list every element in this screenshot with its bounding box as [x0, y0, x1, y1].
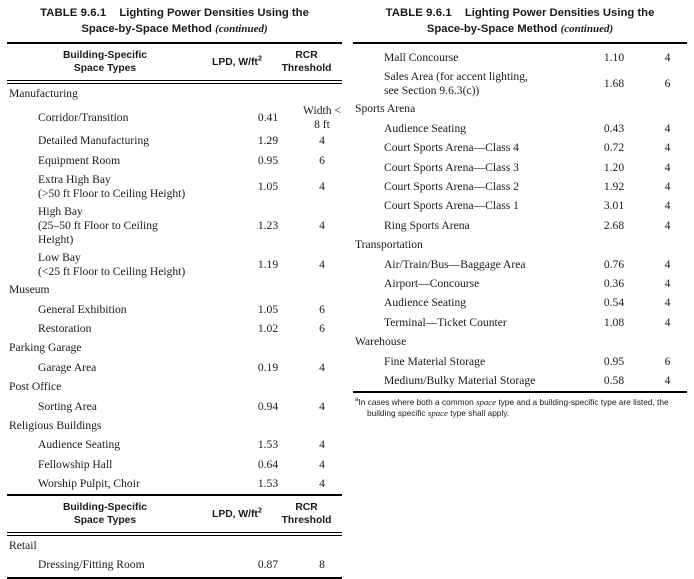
cell-space-type — [353, 355, 580, 369]
space-type-label: Audience Seating — [384, 121, 467, 135]
table-row — [7, 171, 342, 203]
table-row — [353, 352, 687, 371]
cell-space-type — [7, 283, 205, 297]
table-row — [7, 474, 342, 493]
cell-lpd-value: 1.53 — [257, 477, 279, 491]
cell-space-type — [7, 438, 234, 452]
cell-rcr-threshold: 4 — [664, 315, 671, 329]
space-type-label-line2: (>50 ft Floor to Ceiling Height) — [38, 186, 186, 200]
cell-space-type — [353, 199, 580, 213]
left-table-header-row-2 — [7, 496, 342, 532]
cell-space-type — [7, 361, 234, 375]
table-row — [353, 139, 687, 158]
footnote-italic-space-2: space — [427, 407, 448, 418]
space-type-label: General Exhibition — [38, 302, 127, 316]
table-row — [353, 255, 687, 274]
cell-rcr-threshold: 6 — [664, 354, 671, 368]
right-table-title-line1: Lighting Power Densities Using the — [464, 7, 655, 19]
header2-cell-rcr — [271, 501, 342, 527]
space-type-label: High Bay — [38, 204, 83, 218]
right-table-body — [353, 48, 687, 390]
cell-space-type — [7, 322, 234, 336]
table-row-category — [7, 536, 342, 555]
space-type-label: Restoration — [38, 322, 92, 336]
table-row — [353, 177, 687, 196]
table-row — [7, 132, 342, 151]
left-table-continued-label: (continued) — [215, 22, 268, 35]
space-type-label: Terminal—Ticket Counter — [384, 315, 507, 329]
right-table-continued-label: (continued) — [560, 22, 614, 35]
cell-space-type — [353, 238, 551, 252]
table-row — [353, 48, 687, 67]
space-type-label: Airport—Concourse — [384, 276, 480, 290]
footnote-part2: type and a building-specific type are listed, the building specific — [367, 396, 669, 418]
header2-space-types-line1: Building-Specific — [62, 502, 148, 514]
cell-lpd-value: 2.68 — [603, 218, 625, 232]
left-table-body-section-2 — [7, 536, 342, 575]
cell-lpd-value: 1.02 — [257, 322, 279, 336]
table-row — [353, 197, 687, 216]
space-type-label-line2: see Section 9.6.3(c)) — [384, 83, 480, 97]
space-type-label-line2: (<25 ft Floor to Ceiling Height) — [38, 264, 186, 278]
header-space-types-line2: Space Types — [73, 63, 137, 75]
space-type-label: Manufacturing — [9, 87, 78, 101]
table-row — [7, 358, 342, 377]
right-table-title — [353, 0, 687, 42]
right-table-column — [347, 0, 694, 575]
cell-rcr-threshold: 4 — [319, 477, 325, 491]
space-type-label: Parking Garage — [9, 341, 82, 355]
cell-rcr-threshold: 4 — [319, 218, 325, 232]
space-type-label: Court Sports Arena—Class 1 — [384, 199, 519, 213]
cell-rcr-threshold: 6 — [664, 76, 671, 90]
space-type-label: Fellowship Hall — [38, 457, 113, 471]
footnote-italic-space-1: space — [476, 396, 497, 407]
cell-rcr-threshold: 4 — [664, 51, 671, 65]
cell-rcr-threshold: 4 — [664, 160, 671, 174]
cell-space-type — [7, 134, 234, 148]
table-row — [353, 119, 687, 138]
cell-rcr-threshold: 4 — [319, 360, 325, 374]
cell-rcr-threshold: 4 — [664, 121, 671, 135]
cell-space-type — [353, 277, 580, 291]
header2-rcr-line1: RCR — [295, 502, 318, 514]
space-type-label: Audience Seating — [38, 438, 121, 452]
cell-space-type — [7, 400, 234, 414]
footnote-part3: type shall apply. — [447, 407, 510, 418]
header-cell-rcr — [271, 49, 342, 75]
table-row-category — [7, 339, 342, 358]
header2-rcr-line2: Threshold — [281, 515, 332, 527]
space-type-label: Corridor/Transition — [38, 110, 129, 124]
cell-lpd-value: 0.43 — [603, 121, 625, 135]
cell-space-type — [7, 558, 234, 572]
cell-space-type — [7, 419, 205, 433]
table-row-category — [7, 281, 342, 300]
space-type-label: Religious Buildings — [9, 418, 102, 432]
cell-rcr-threshold: 6 — [319, 322, 325, 336]
space-type-label: Sports Arena — [355, 102, 416, 116]
cell-space-type — [353, 102, 551, 116]
table-row — [353, 274, 687, 293]
cell-lpd-value: 1.05 — [257, 179, 279, 193]
cell-rcr-threshold: 6 — [319, 153, 325, 167]
left-table-number: TABLE 9.6.1 — [40, 7, 107, 19]
cell-lpd-value: 1.23 — [257, 218, 279, 232]
table-row — [7, 455, 342, 474]
header2-cell-lpd — [203, 505, 271, 521]
cell-space-type — [7, 87, 205, 101]
cell-rcr-threshold: 4 — [319, 134, 325, 148]
right-table-number: TABLE 9.6.1 — [385, 7, 452, 19]
header2-cell-space-types — [7, 501, 203, 527]
header-rcr-line2: Threshold — [281, 63, 332, 75]
table-row-category — [353, 100, 687, 119]
table-row — [7, 249, 342, 281]
header-lpd-label: LPD, W/ft — [212, 56, 258, 68]
cell-rcr-threshold: 4 — [319, 399, 325, 413]
cell-lpd-value: 0.95 — [257, 153, 279, 167]
cell-lpd-value: 0.36 — [603, 276, 625, 290]
cell-rcr-threshold: 4 — [664, 218, 671, 232]
table-row — [353, 216, 687, 235]
table-row — [353, 294, 687, 313]
cell-space-type — [353, 161, 580, 175]
header-rcr-line1: RCR — [295, 50, 318, 62]
header-lpd-superscript: 2 — [257, 53, 262, 63]
space-type-label: Equipment Room — [38, 153, 121, 167]
table-row — [7, 203, 342, 249]
cell-rcr-threshold: 4 — [319, 257, 325, 271]
space-type-label: Dressing/Fitting Room — [38, 558, 145, 572]
header2-space-types-line2: Space Types — [73, 515, 137, 527]
cell-rcr-threshold: 4 — [664, 180, 671, 194]
cell-space-type — [353, 122, 580, 136]
table-row — [7, 151, 342, 170]
cell-rcr-threshold: 6 — [319, 302, 325, 316]
table-row — [353, 313, 687, 332]
space-type-label: Post Office — [9, 380, 62, 394]
space-type-label: Mall Concourse — [384, 51, 459, 65]
header-cell-space-types — [7, 49, 203, 75]
right-table-title-line2: Space-by-Space Method — [426, 22, 558, 35]
footnote-part1: In cases where both a common — [358, 396, 477, 407]
space-type-label: Warehouse — [355, 335, 407, 349]
cell-space-type — [7, 539, 205, 553]
left-table-title — [7, 0, 342, 42]
cell-rcr-threshold: 4 — [664, 141, 671, 155]
table-row-category — [353, 332, 687, 351]
cell-lpd-value: 1.05 — [257, 302, 279, 316]
footnote-marker: a — [355, 395, 359, 403]
table-row — [353, 158, 687, 177]
cell-lpd-value: 1.10 — [603, 51, 625, 65]
cell-space-type — [7, 111, 234, 125]
cell-space-type — [353, 335, 551, 349]
left-table-title-line1: Lighting Power Densities Using the — [119, 7, 309, 19]
header2-lpd-superscript: 2 — [257, 505, 262, 515]
left-table-column — [0, 0, 347, 575]
table-row — [7, 397, 342, 416]
table-row-category — [7, 378, 342, 397]
cell-lpd-value: 0.94 — [257, 399, 279, 413]
cell-space-type — [7, 380, 205, 394]
cell-space-type — [7, 173, 234, 201]
space-type-label-line2: (25–50 ft Floor to Ceiling — [38, 218, 158, 232]
space-type-label: Court Sports Arena—Class 3 — [384, 160, 519, 174]
table-row-category — [7, 84, 342, 103]
cell-lpd-value: 1.20 — [603, 160, 625, 174]
cell-lpd-value: 1.29 — [257, 134, 279, 148]
space-type-label: Sorting Area — [38, 399, 97, 413]
cell-space-type — [7, 458, 234, 472]
cell-space-type — [7, 341, 205, 355]
cell-lpd-value: 1.19 — [257, 257, 279, 271]
space-type-label: Retail — [9, 538, 37, 552]
cell-rcr-threshold: 4 — [664, 257, 671, 271]
cell-rcr-threshold: 4 — [319, 457, 325, 471]
header2-lpd-label: LPD, W/ft — [212, 508, 258, 520]
space-type-label: Worship Pulpit, Choir — [38, 477, 140, 491]
cell-lpd-value: 3.01 — [603, 199, 625, 213]
space-type-label: Garage Area — [38, 360, 97, 374]
cell-space-type — [353, 219, 580, 233]
cell-lpd-value: 0.64 — [257, 457, 279, 471]
cell-space-type — [353, 180, 580, 194]
cell-rcr-threshold: Width < 8 ft — [303, 103, 341, 131]
space-type-label: Low Bay — [38, 250, 81, 264]
table-row — [353, 68, 687, 100]
table-row-category — [353, 236, 687, 255]
space-type-label: Court Sports Arena—Class 2 — [384, 180, 519, 194]
cell-rcr-threshold: 4 — [664, 199, 671, 213]
table-row — [7, 436, 342, 455]
cell-lpd-value: 0.54 — [603, 296, 625, 310]
cell-space-type — [353, 51, 580, 65]
space-type-label-line3: Height) — [38, 232, 74, 246]
space-type-label: Air/Train/Bus—Baggage Area — [384, 257, 526, 271]
table-row — [7, 104, 342, 132]
cell-lpd-value: 0.58 — [603, 373, 625, 387]
cell-space-type — [353, 70, 580, 98]
table-footnote — [353, 393, 687, 419]
header-cell-lpd — [203, 53, 271, 69]
space-type-label: Medium/Bulky Material Storage — [384, 373, 536, 387]
cell-rcr-threshold: 8 — [319, 558, 325, 572]
space-type-label: Sales Area (for accent lighting, — [384, 69, 528, 83]
cell-lpd-value: 1.68 — [603, 76, 625, 90]
cell-space-type — [353, 258, 580, 272]
cell-space-type — [353, 316, 580, 330]
table-row — [353, 371, 687, 390]
table-row — [7, 556, 342, 575]
cell-space-type — [7, 251, 234, 279]
cell-rcr-threshold: 4 — [319, 438, 325, 452]
cell-rcr-threshold: 4 — [664, 373, 671, 387]
cell-space-type — [7, 477, 234, 491]
space-type-label: Museum — [9, 283, 50, 297]
cell-lpd-value: 0.95 — [603, 354, 625, 368]
cell-space-type — [353, 296, 580, 310]
cell-rcr-threshold: 4 — [319, 179, 325, 193]
header-space-types-line1: Building-Specific — [62, 50, 148, 62]
space-type-label: Transportation — [355, 238, 423, 252]
cell-space-type — [7, 303, 234, 317]
space-type-label: Audience Seating — [384, 296, 467, 310]
left-table-body-section-1 — [7, 84, 342, 493]
cell-lpd-value: 0.76 — [603, 257, 625, 271]
table-row — [7, 300, 342, 319]
space-type-label: Ring Sports Arena — [384, 218, 470, 232]
cell-space-type — [353, 374, 580, 388]
space-type-label: Extra High Bay — [38, 172, 111, 186]
cell-rcr-threshold: 4 — [664, 276, 671, 290]
cell-lpd-value: 0.87 — [257, 558, 279, 572]
left-table-title-line2: Space-by-Space Method — [81, 22, 212, 35]
cell-lpd-value: 0.19 — [257, 360, 279, 374]
cell-lpd-value: 0.72 — [603, 141, 625, 155]
space-type-label: Court Sports Arena—Class 4 — [384, 141, 519, 155]
cell-lpd-value: 0.41 — [257, 110, 279, 124]
cell-lpd-value: 1.53 — [257, 438, 279, 452]
cell-rcr-threshold: 4 — [664, 296, 671, 310]
space-type-label: Detailed Manufacturing — [38, 134, 150, 148]
cell-lpd-value: 1.92 — [603, 180, 625, 194]
table-row — [7, 319, 342, 338]
cell-space-type — [7, 154, 234, 168]
cell-lpd-value: 1.08 — [603, 315, 625, 329]
space-type-label: Fine Material Storage — [384, 354, 486, 368]
table-row-category — [7, 416, 342, 435]
cell-space-type — [353, 141, 580, 155]
cell-space-type — [7, 205, 234, 247]
left-table-header-row — [7, 44, 342, 80]
